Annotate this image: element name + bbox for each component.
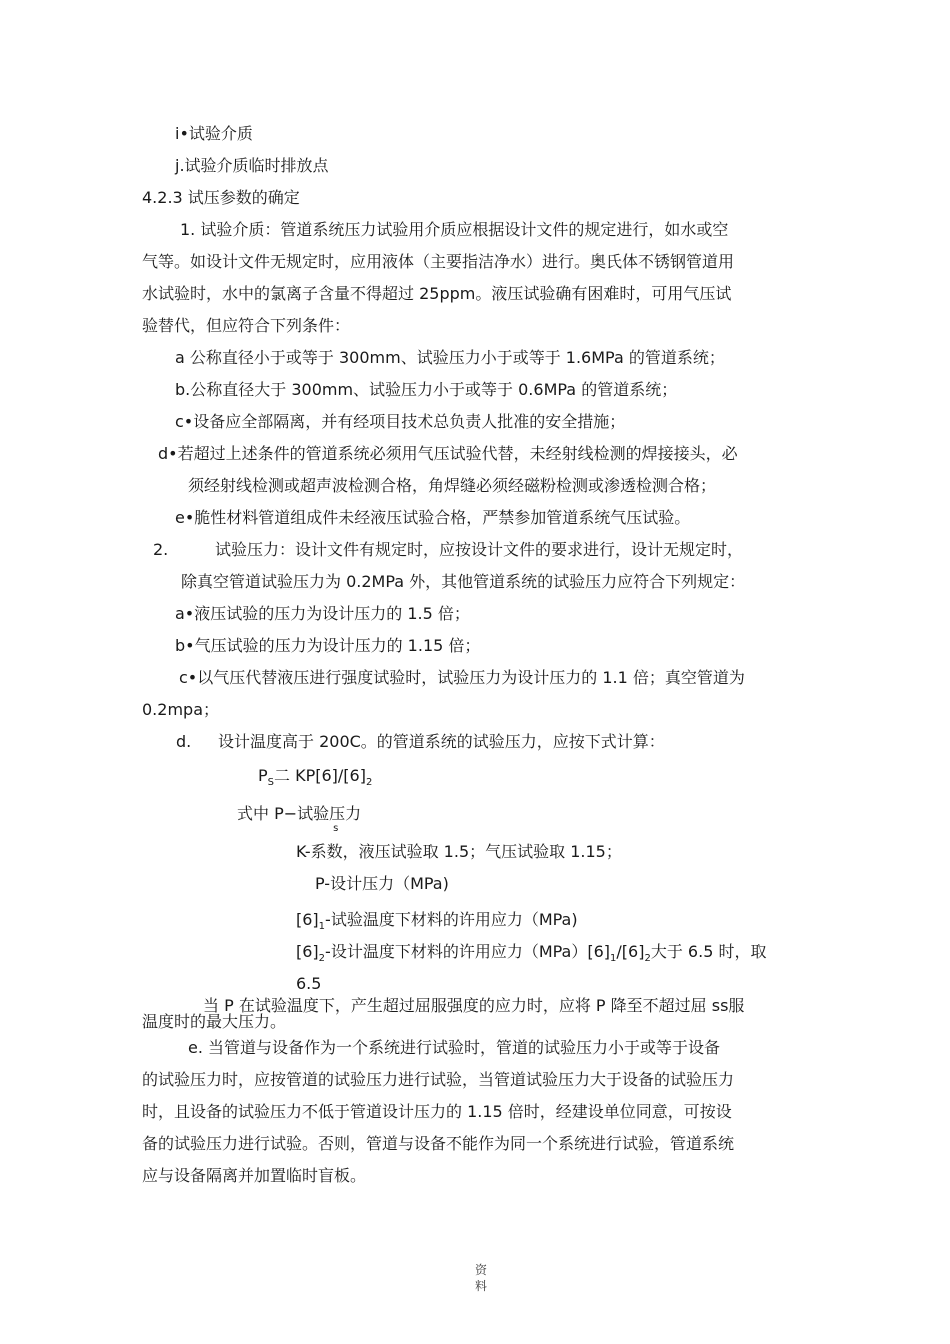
condition-d-line1: d•若超过上述条件的管道系统必须用气压试验代替，未经射线检测的焊接接头，必 — [158, 444, 738, 463]
where-stress-2 — [296, 942, 766, 965]
stress2-sub-2: 2 — [644, 953, 651, 964]
para-pressure-line1: 试验压力：设计文件有规定时，应按设计文件的要求进行，设计无规定时， — [215, 540, 744, 559]
para-e-line2: 的试验压力时，应按管道的试验压力进行试验，当管道试验压力大于设备的试验压力 — [142, 1070, 735, 1089]
para-e-line5: 应与设备隔离并加置临时盲板。 — [142, 1166, 367, 1185]
page-footer: 资料 — [474, 1263, 487, 1293]
rule-d-text: 设计温度高于 200C。的管道系统的试验压力，应按下式计算： — [218, 732, 665, 751]
rule-c-line2: 0.2mpa； — [142, 700, 219, 719]
condition-b: b.公称直径大于 300mm、试验压力小于或等于 0.6MPa 的管道系统； — [175, 380, 678, 399]
where-stress-1 — [296, 910, 578, 933]
para-medium-line4: 验替代，但应符合下列条件： — [142, 316, 351, 335]
para-medium-line2: 气等。如设计文件无规定时，应用液体（主要指洁净水）进行。奥氏体不锈钢管道用 — [142, 252, 735, 271]
formula-p: P — [258, 766, 268, 785]
rule-d-label: d. — [176, 732, 192, 751]
para-medium-line1: 1. 试验介质：管道系统压力试验用介质应根据设计文件的规定进行，如水或空 — [180, 220, 729, 239]
condition-c: c•设备应全部隔离，并有经项目技术总负责人批准的安全措施； — [175, 412, 626, 431]
stress2-sub-1: 1 — [610, 953, 617, 964]
para-e-line1: e. 当管道与设备作为一个系统进行试验时，管道的试验压力小于或等于设备 — [188, 1038, 721, 1057]
section-heading: 4.2.3 试压参数的确定 — [142, 188, 300, 207]
formula-body: 二 KP[6]/[6] — [274, 766, 366, 785]
where-heading-text: 式中 P−试验压力 — [237, 804, 362, 823]
stress2-tail: 大于 6.5 时，取 — [650, 942, 767, 961]
para-pressure-line2: 除真空管道试验压力为 0.2MPa 外，其他管道系统的试验压力应符合下列规定： — [181, 572, 746, 591]
where-heading-sub: s — [333, 823, 339, 834]
rule-a: a•液压试验的压力为设计压力的 1.5 倍； — [175, 604, 470, 623]
where-k: K-系数，液压试验取 1.5；气压试验取 1.15； — [296, 842, 622, 861]
rule-b: b•气压试验的压力为设计压力的 1.15 倍； — [175, 636, 481, 655]
stress2-a: [6] — [296, 942, 319, 961]
where-heading — [237, 804, 362, 834]
stress2-text: -设计温度下材料的许用应力（MPa）[6] — [325, 942, 611, 961]
item-i: i•试验介质 — [175, 124, 253, 143]
stress1-sub: 1 — [318, 921, 326, 932]
where-6-5: 6.5 — [296, 974, 322, 993]
stress2-sub: 2 — [318, 953, 326, 964]
where-p: P-设计压力（MPa) — [315, 874, 449, 893]
formula — [258, 766, 372, 789]
yield-note-line1: 当 P 在试验温度下，产生超过屈服强度的应力时，应将 P 降至不超过屈 ss服 — [203, 996, 745, 1015]
item-j: j.试验介质临时排放点 — [175, 156, 329, 175]
stress1-text: -试验温度下材料的许用应力（MPa) — [325, 910, 578, 929]
stress1-a: [6] — [296, 910, 319, 929]
condition-d-line2: 须经射线检测或超声波检测合格，角焊缝必须经磁粉检测或渗透检测合格； — [188, 476, 717, 495]
rule-c-line1: c•以气压代替液压进行强度试验时，试验压力为设计压力的 1.1 倍；真空管道为 — [179, 668, 745, 687]
para-e-line3: 时，且设备的试验压力不低于管道设计压力的 1.15 倍时，经建设单位同意，可按设 — [142, 1102, 732, 1121]
para-pressure-number: 2. — [153, 540, 169, 559]
condition-e: e•脆性材料管道组成件未经液压试验合格，严禁参加管道系统气压试验。 — [175, 508, 691, 527]
yield-note-line2: 温度时的最大压力。 — [142, 1012, 287, 1031]
stress2-ratio: /[6] — [616, 942, 645, 961]
condition-a: a 公称直径小于或等于 300mm、试验压力小于或等于 1.6MPa 的管道系统； — [175, 348, 725, 367]
para-medium-line3: 水试验时，水中的氯离子含量不得超过 25ppm。液压试验确有困难时，可用气压试 — [142, 284, 732, 303]
formula-sub-2: 2 — [365, 777, 373, 788]
para-e-line4: 备的试验压力进行试验。否则，管道与设备不能作为同一个系统进行试验，管道系统 — [142, 1134, 735, 1153]
formula-sub-s: S — [267, 777, 275, 788]
